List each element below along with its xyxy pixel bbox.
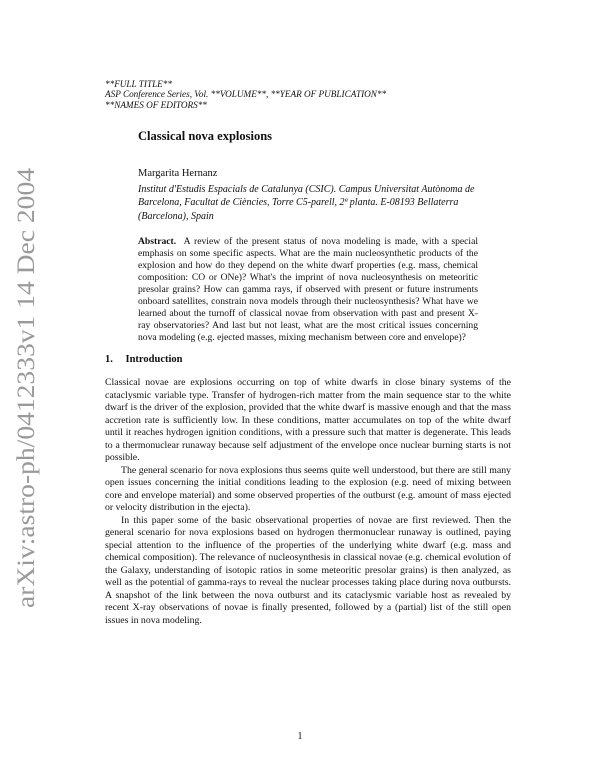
header-conference-series: ASP Conference Series, Vol. **VOLUME**, **YEAR OF PUBLICATION** (105, 89, 387, 100)
paper-title: Classical nova explosions (138, 129, 273, 143)
page-number: 1 (297, 731, 303, 742)
paragraph-3: In this paper some of the basic observational properties of novae are first reviewed. Then the general scenario for nova explosions based on hydrogen thermonuclear runaway is outlined, paying special attention to the influence of the properties of the underlying white dwarf (e.g. mass and chemical composition). The relevance of nucleosynthesis in classical novae (e.g. chemical evolution of the Galaxy, understanding of isotopic ratios in some meteoritic presolar grains) is then analyzed, as well as the potential of gamma-rays to reveal the nuclear processes taking place during nova outbursts. A snapshot of the link between the nova outburst and its cataclysmic variable host as revealed by recent X-ray observations of novae is finally presented, followed by a (partial) list of the still open issues in nova modeling. (105, 514, 511, 626)
section-number: 1. (105, 354, 113, 365)
abstract (138, 236, 478, 344)
header-full-title: **FULL TITLE** (105, 79, 172, 89)
author-affiliation: Institut d'Estudis Espacials de Catalunya (CSIC). Campus Universitat Autònoma de Barcelona, Facultat de Ciències, Torre C5-parell, 2ª planta. E-08193 Bellaterra (Barcelona), Spain (138, 184, 475, 222)
section-title: Introduction (125, 354, 183, 365)
introduction-body (105, 377, 511, 627)
arxiv-identifier: arXiv:astro-ph/0412333v1 14 Dec 2004 (13, 208, 40, 608)
author-name: Margarita Hernanz (138, 168, 218, 179)
arxiv-stamp (6, 168, 46, 608)
header-editors: **NAMES OF EDITORS** (105, 99, 207, 110)
paragraph-2: The general scenario for nova explosions thus seems quite well understood, but there are still many open issues concerning the initial conditions leading to the explosion (e.g. need of mixing between core and envelope material) and some observed properties of the outburst (e.g. amount of mass ejected or velocity distribution in the ejecta). (105, 464, 511, 513)
section-heading (105, 354, 183, 365)
arxiv-stamp-graphic (6, 168, 46, 608)
abstract-label: Abstract. (138, 236, 177, 247)
abstract-text: A review of the present status of nova modeling is made, with a special emphasis on some specific aspects. What are the main nucleosynthetic products of the explosion and how do they depend on the white dwarf properties (e.g. mass, chemical composition: CO or ONe)? What's the imprint of nova nucleosynthesis on meteoritic presolar grains? How can gamma rays, if observed with present or future instruments onboard satellites, constrain nova models through their nucleosynthesis? What have we learned about the turnoff of classical novae from observation with past and present X-ray observatories? And last but not least, what are the most critical issues concerning nova modeling (e.g. ejected masses, mixing mechanism between core and envelope)? (138, 236, 478, 343)
paragraph-1: Classical novae are explosions occurring on top of white dwarfs in close binary systems of the cataclysmic variable type. Transfer of hydrogen-rich matter from the main sequence star to the white dwarf is the driver of the explosion, provided that the white dwarf is massive enough and that the mass accretion rate is sufficiently low. In these conditions, matter accumulates on top of the white dwarf until it reaches hydrogen ignition conditions, with a pressure such that matter is degenerate. This leads to a thermonuclear runaway because self adjustment of the envelope once nuclear burning starts is not possible. (105, 377, 511, 463)
conference-header (105, 79, 525, 110)
